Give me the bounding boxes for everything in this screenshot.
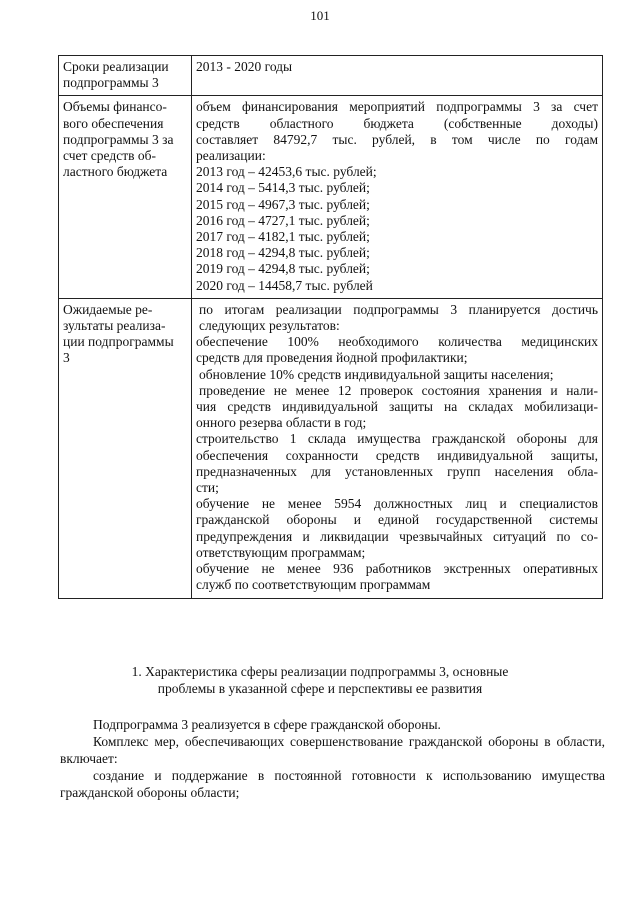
label-line: ластного бюджета xyxy=(63,164,168,180)
body-paragraph: Подпрограмма 3 реализуется в сфере гражданской обороны. xyxy=(93,717,441,732)
content-line: 2017 год – 4182,1 тыс. рублей; xyxy=(196,229,370,245)
label-line: 3 xyxy=(63,350,70,366)
content-line: 2019 год – 4294,8 тыс. рублей; xyxy=(196,261,370,277)
row-label xyxy=(59,298,192,598)
content-line: 2016 год – 4727,1 тыс. рублей; xyxy=(196,212,370,228)
content-line: 2015 год – 4967,3 тыс. рублей; xyxy=(196,196,370,212)
row-expected-results xyxy=(59,298,603,598)
content-line: 2013 год – 42453,6 тыс. рублей; xyxy=(196,164,377,180)
content-line: ответствующим программам; xyxy=(196,544,366,560)
label-line: Ожидаемые ре- xyxy=(63,301,153,317)
row-label xyxy=(59,96,192,298)
content-line: обеспечения сохранности средств индивидуальной защиты, xyxy=(196,447,598,463)
label-line: подпрограммы 3 за xyxy=(63,131,174,147)
row-content xyxy=(192,96,603,298)
content-line: средств областного бюджета (собственные доходы) xyxy=(196,115,598,131)
row-label xyxy=(59,56,192,96)
content-line: 2014 год – 5414,3 тыс. рублей; xyxy=(196,180,370,196)
body-paragraph: создание и поддержание в постоянной готовности к использованию имущества гражданской обороны области; xyxy=(60,768,605,800)
content-line: гражданской обороны и единой государственной системы xyxy=(196,512,598,528)
label-line: зультаты реализа- xyxy=(63,318,166,334)
content-line: служб по соответствующим программам xyxy=(196,577,431,593)
content-line: обновление 10% средств индивидуальной защиты населения; xyxy=(199,366,554,382)
content-line: 2018 год – 4294,8 тыс. рублей; xyxy=(196,245,370,261)
row-implementation-period xyxy=(59,56,603,96)
content-line: составляет 84792,7 тыс. рублей, в том числе по годам xyxy=(196,131,598,147)
content-line: средств для проведения йодной профилактики; xyxy=(196,350,468,366)
content-line: онного резерва области в год; xyxy=(196,415,367,431)
label-line: подпрограммы 3 xyxy=(63,75,159,91)
content-line: сти; xyxy=(196,480,219,496)
page-number: 101 xyxy=(310,8,330,23)
section-heading-line: 1. Характеристика сферы реализации подпрограммы 3, основные xyxy=(131,664,509,679)
label-line: вого обеспечения xyxy=(63,115,164,131)
label-line: ции подпрограммы xyxy=(63,334,174,350)
row-content xyxy=(192,298,603,598)
content-line: чия средств индивидуальной защиты на складах мобилизаци- xyxy=(196,399,598,415)
content-line: проведение не менее 12 проверок состояния хранения и нали- xyxy=(199,382,598,398)
subprogram-passport-table xyxy=(58,55,603,599)
section-body xyxy=(60,716,605,801)
content-line: 2013 - 2020 годы xyxy=(196,59,293,74)
content-line: следующих результатов: xyxy=(199,318,340,334)
section-heading-line: проблемы в указанной сфере и перспективы ее развития xyxy=(157,681,483,696)
label-line: Сроки реализации xyxy=(63,59,169,74)
content-line: обучение не менее 5954 должностных лиц и специалистов xyxy=(196,496,598,512)
content-line: реализации: xyxy=(196,148,266,164)
row-funding-volume xyxy=(59,96,603,298)
content-line: строительство 1 склада имущества гражданской обороны для xyxy=(196,431,598,447)
content-line: предупреждения и ликвидации чрезвычайных ситуаций по со- xyxy=(196,528,598,544)
body-paragraph: Комплекс мер, обеспечивающих совершенствование гражданской обороны в области, включает: xyxy=(60,734,605,766)
label-line: счет средств об- xyxy=(63,148,156,164)
content-line: по итогам реализации подпрограммы 3 планируется достичь xyxy=(199,301,598,317)
content-line: 2020 год – 14458,7 тыс. рублей xyxy=(196,277,373,293)
section-heading xyxy=(0,663,640,697)
content-line: объем финансирования мероприятий подпрограммы 3 за счет xyxy=(196,99,598,115)
content-line: обучение не менее 936 работников экстренных оперативных xyxy=(196,561,598,577)
row-content xyxy=(192,56,603,96)
content-line: предназначенных для установленных групп населения обла- xyxy=(196,463,598,479)
content-line: обеспечение 100% необходимого количества медицинских xyxy=(196,334,598,350)
label-line: Объемы финансо- xyxy=(63,99,167,115)
